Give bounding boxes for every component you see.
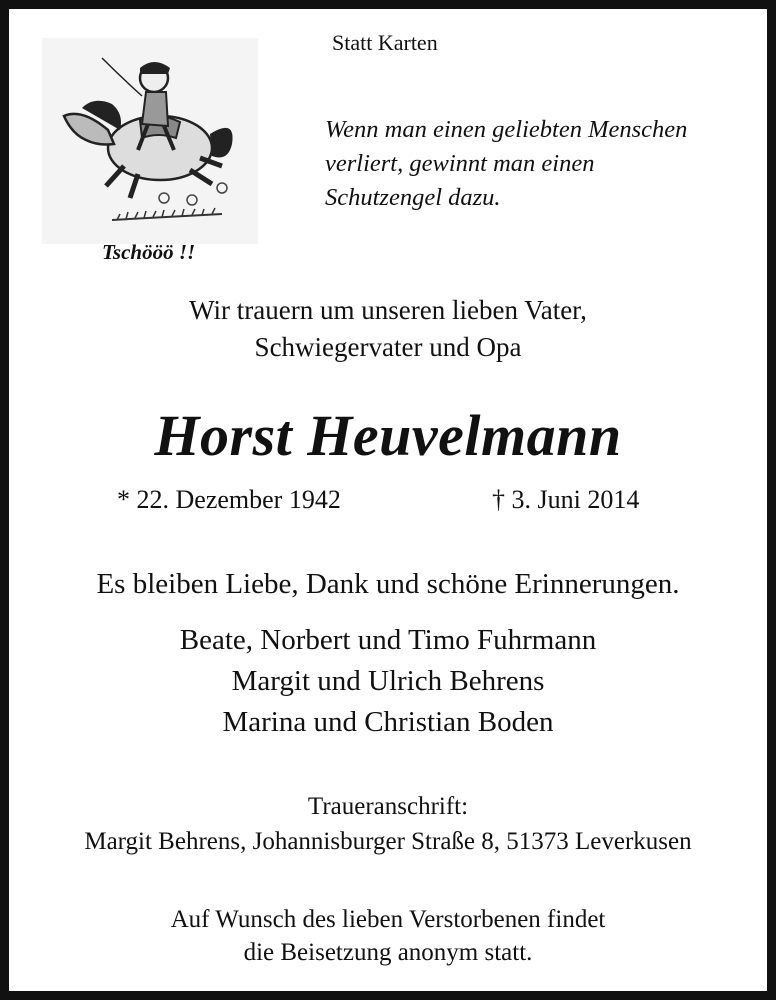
memorial-phrase: Es bleiben Liebe, Dank und schöne Erinnerungen. [96,568,680,600]
death-date: † 3. Juni 2014 [492,485,640,514]
mourner-line: Marina und Christian Boden [222,706,554,738]
note-line: Auf Wunsch des lieben Verstorbenen findet [170,906,606,933]
quote-line: Schutzengel dazu. [325,184,501,211]
intro-line: Wir trauern um unseren lieben Vater, [189,295,587,325]
birth-date: * 22. Dezember 1942 [117,485,341,514]
quote-line: verliert, gewinnt man einen [325,150,595,177]
address-value: Margit Behrens, Johannisburger Straße 8, 51373 Leverkusen [84,828,692,855]
quote [325,113,755,215]
statt-karten: Statt Karten [332,30,438,55]
address-label: Traueranschrift: [307,793,469,820]
deceased-name: Horst Heuvelmann [154,403,622,468]
note-line: die Beisetzung anonym statt. [243,939,533,966]
illustration-caption: Tschööö !! [102,240,196,264]
intro-text [0,292,776,366]
mourner-line: Beate, Norbert und Timo Fuhrmann [179,624,597,656]
mourner-line: Margit und Ulrich Behrens [231,665,545,697]
burial-note [0,903,776,969]
rider-on-pony-cartoon-icon [42,38,258,244]
quote-line: Wenn man einen geliebten Menschen [325,116,688,143]
intro-line: Schwiegervater und Opa [254,332,522,362]
mourners-list [0,620,776,743]
